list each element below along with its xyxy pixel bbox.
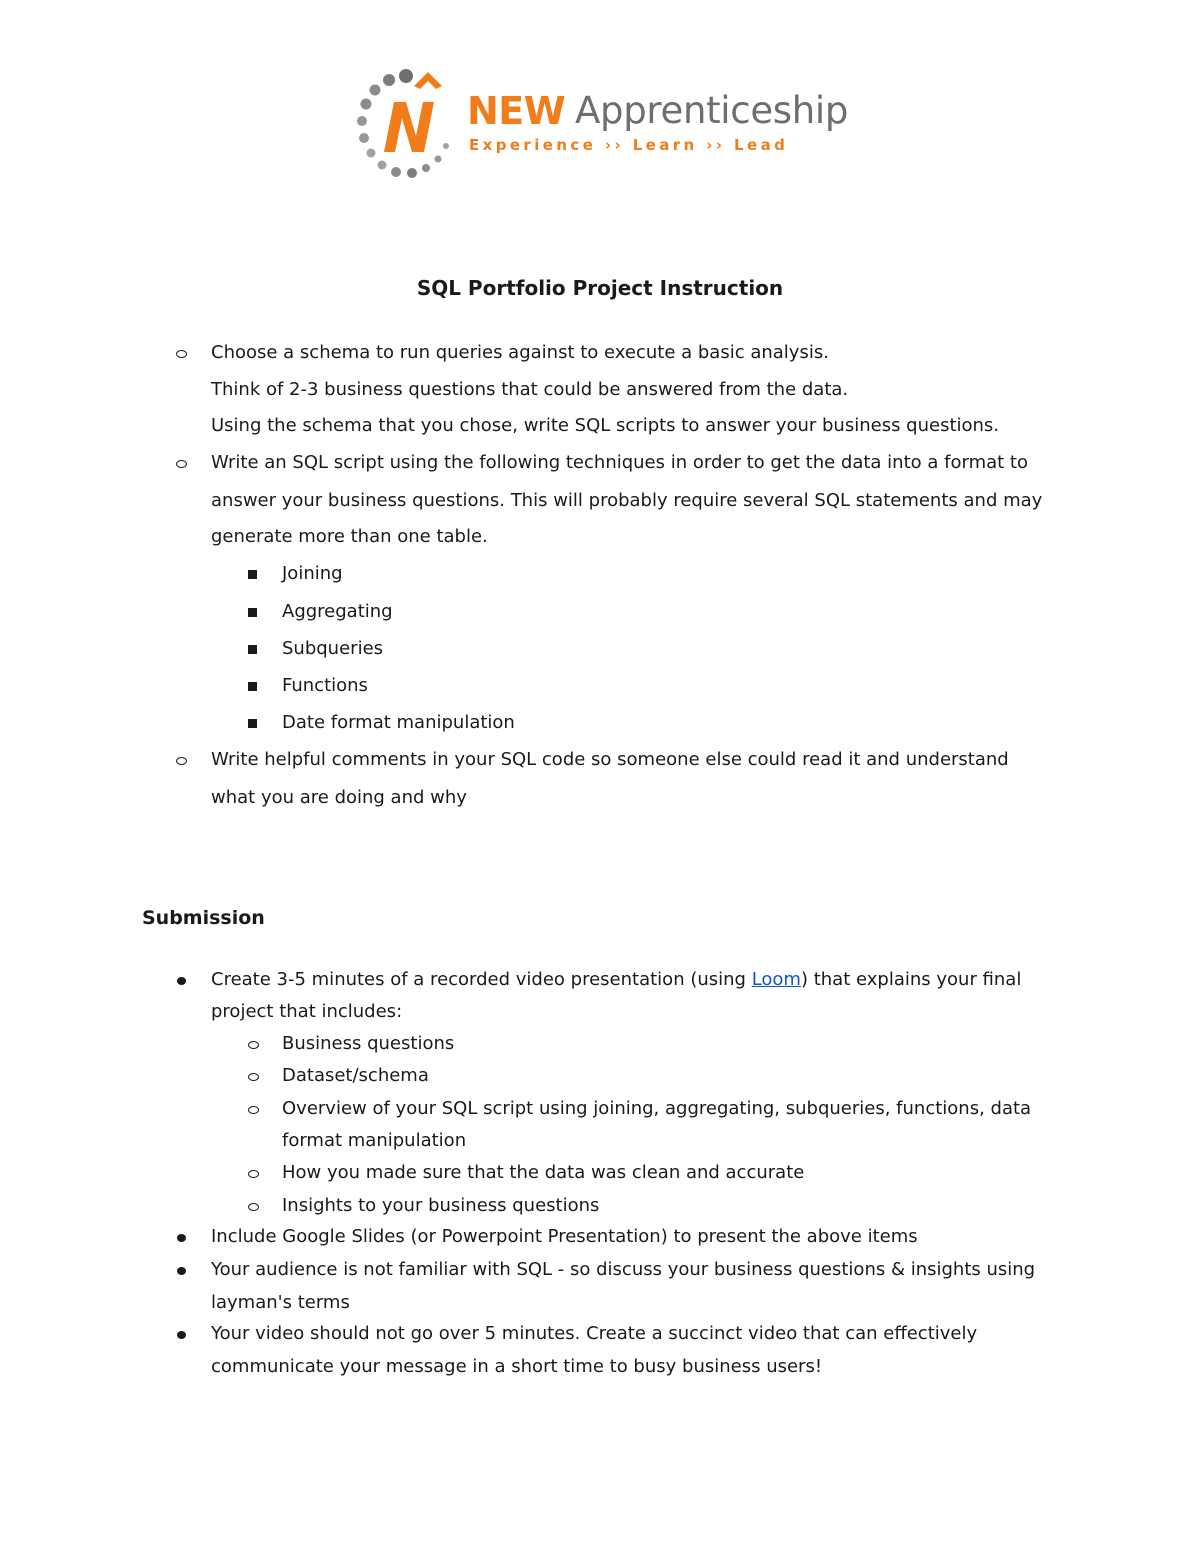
list-item-line: communicate your message in a short time to busy business users! — [211, 1356, 823, 1377]
brand-tagline: Experience ›› Learn ›› Lead — [469, 136, 789, 154]
technique-item: Functions — [282, 675, 368, 696]
list-item-line: Think of 2-3 business questions that could be answered from the data. — [211, 379, 849, 400]
list-item-line: Your audience is not familiar with SQL - so discuss your business questions & insights using — [211, 1259, 1036, 1280]
circle-bullet-icon — [248, 1161, 259, 1187]
document-title: SQL Portfolio Project Instruction — [416, 276, 784, 300]
circle-bullet-icon — [176, 748, 187, 774]
disc-bullet-icon — [177, 1322, 186, 1348]
list-item-text: Create 3-5 minutes of a recorded video presentation (using — [211, 969, 752, 990]
list-item-line: Choose a schema to run queries against to execute a basic analysis. — [211, 342, 829, 363]
list-item-line: Write an SQL script using the following techniques in order to get the data into a format to — [211, 452, 1028, 473]
list-item-line: project that includes: — [211, 1001, 403, 1022]
circle-bullet-icon — [176, 451, 187, 477]
technique-item: Date format manipulation — [282, 712, 515, 733]
loom-link[interactable]: Loom — [751, 969, 801, 990]
sub-item: Insights to your business questions — [282, 1195, 600, 1216]
list-item-line: answer your business questions. This will probably require several SQL statements and may — [211, 490, 1043, 511]
list-item-text: ) that explains your final — [800, 969, 1022, 990]
list-item-line: generate more than one table. — [211, 526, 488, 547]
technique-item: Joining — [282, 563, 343, 584]
brand-name-bold: NEW — [467, 89, 566, 133]
square-bullet-icon — [248, 711, 257, 737]
submission-heading: Submission — [142, 907, 265, 929]
circle-bullet-icon — [176, 341, 187, 367]
list-item-line: Include Google Slides (or Powerpoint Presentation) to present the above items — [211, 1226, 918, 1247]
circle-bullet-icon — [248, 1032, 259, 1058]
circle-bullet-icon — [248, 1194, 259, 1220]
technique-item: Subqueries — [282, 638, 384, 659]
circle-bullet-icon — [248, 1097, 259, 1123]
sub-item: Dataset/schema — [282, 1065, 429, 1086]
technique-item: Aggregating — [282, 601, 393, 622]
square-bullet-icon — [248, 562, 257, 588]
sub-item: Overview of your SQL script using joining, aggregating, subqueries, functions, data — [282, 1098, 1032, 1119]
list-item-line: Your video should not go over 5 minutes. Create a succinct video that can effectively — [211, 1323, 978, 1344]
list-item-line — [211, 967, 1021, 993]
sub-item: How you made sure that the data was clean and accurate — [282, 1162, 805, 1183]
company-logo — [354, 66, 854, 182]
sub-item: format manipulation — [282, 1130, 467, 1151]
disc-bullet-icon — [177, 1225, 186, 1251]
disc-bullet-icon — [177, 968, 186, 994]
disc-bullet-icon — [177, 1258, 186, 1284]
list-item-line: Using the schema that you chose, write SQL scripts to answer your business questions. — [211, 415, 1000, 436]
square-bullet-icon — [248, 600, 257, 626]
brand-name-regular: Apprenticeship — [575, 89, 849, 132]
square-bullet-icon — [248, 637, 257, 663]
square-bullet-icon — [248, 674, 257, 700]
list-item-line: Write helpful comments in your SQL code so someone else could read it and understand — [211, 749, 1009, 770]
list-item-line: layman's terms — [211, 1292, 350, 1313]
list-item-line: what you are doing and why — [211, 787, 467, 808]
n-letter-dots-logo-icon — [354, 66, 458, 182]
sub-item: Business questions — [282, 1033, 455, 1054]
circle-bullet-icon — [248, 1064, 259, 1090]
